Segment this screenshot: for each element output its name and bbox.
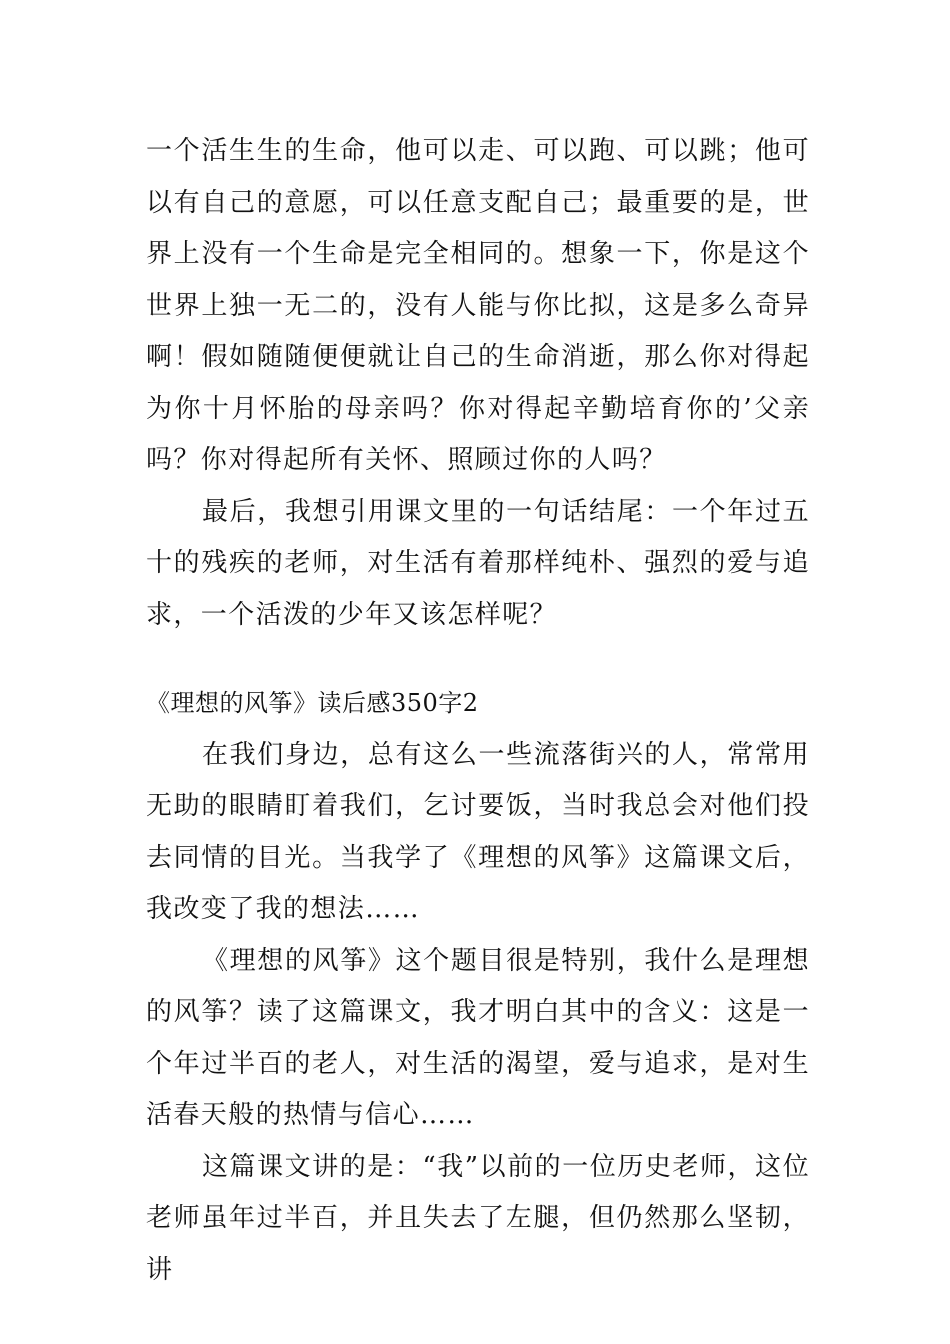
section-title: 《理想的风筝》读后感350字2 (146, 689, 479, 717)
body-paragraph: 最后，我想引用课文里的一句话结尾：一个年过五十的残疾的老师，对生活有着那样纯朴、强烈的爱与追求，一个活泼的少年又该怎样呢？ (146, 496, 810, 630)
body-paragraph: 在我们身边，总有这么一些流落街兴的人，常常用无助的眼睛盯着我们，乞讨要饭，当时我总会对他们投去同情的目光。当我学了《理想的风筝》这篇课文后，我改变了我的想法…… (146, 739, 810, 924)
body-paragraph: 这篇课文讲的是：“我”以前的一位历史老师，这位老师虽年过半百，并且失去了左腿，但仍然那么坚韧，讲 (146, 1151, 810, 1285)
continued-text (146, 126, 810, 641)
essay-section (146, 678, 810, 1296)
body-paragraph: 《理想的风筝》这个题目很是特别，我什么是理想的风筝？读了这篇课文，我才明白其中的含义：这是一个年过半百的老人，对生活的渴望，爱与追求，是对生活春天般的热情与信心…… (146, 945, 810, 1130)
body-paragraph: 一个活生生的生命，他可以走、可以跑、可以跳；他可以有自己的意愿，可以任意支配自己；最重要的是，世界上没有一个生命是完全相同的。想象一下，你是这个世界上独一无二的，没有人能与你比拟，这是多么奇异啊！假如随随便便就让自己的生命消逝，那么你对得起为你十月怀胎的母亲吗？你对得起辛勤培育你的’父亲吗？你对得起所有关怀、照顾过你的人吗？ (146, 136, 810, 475)
